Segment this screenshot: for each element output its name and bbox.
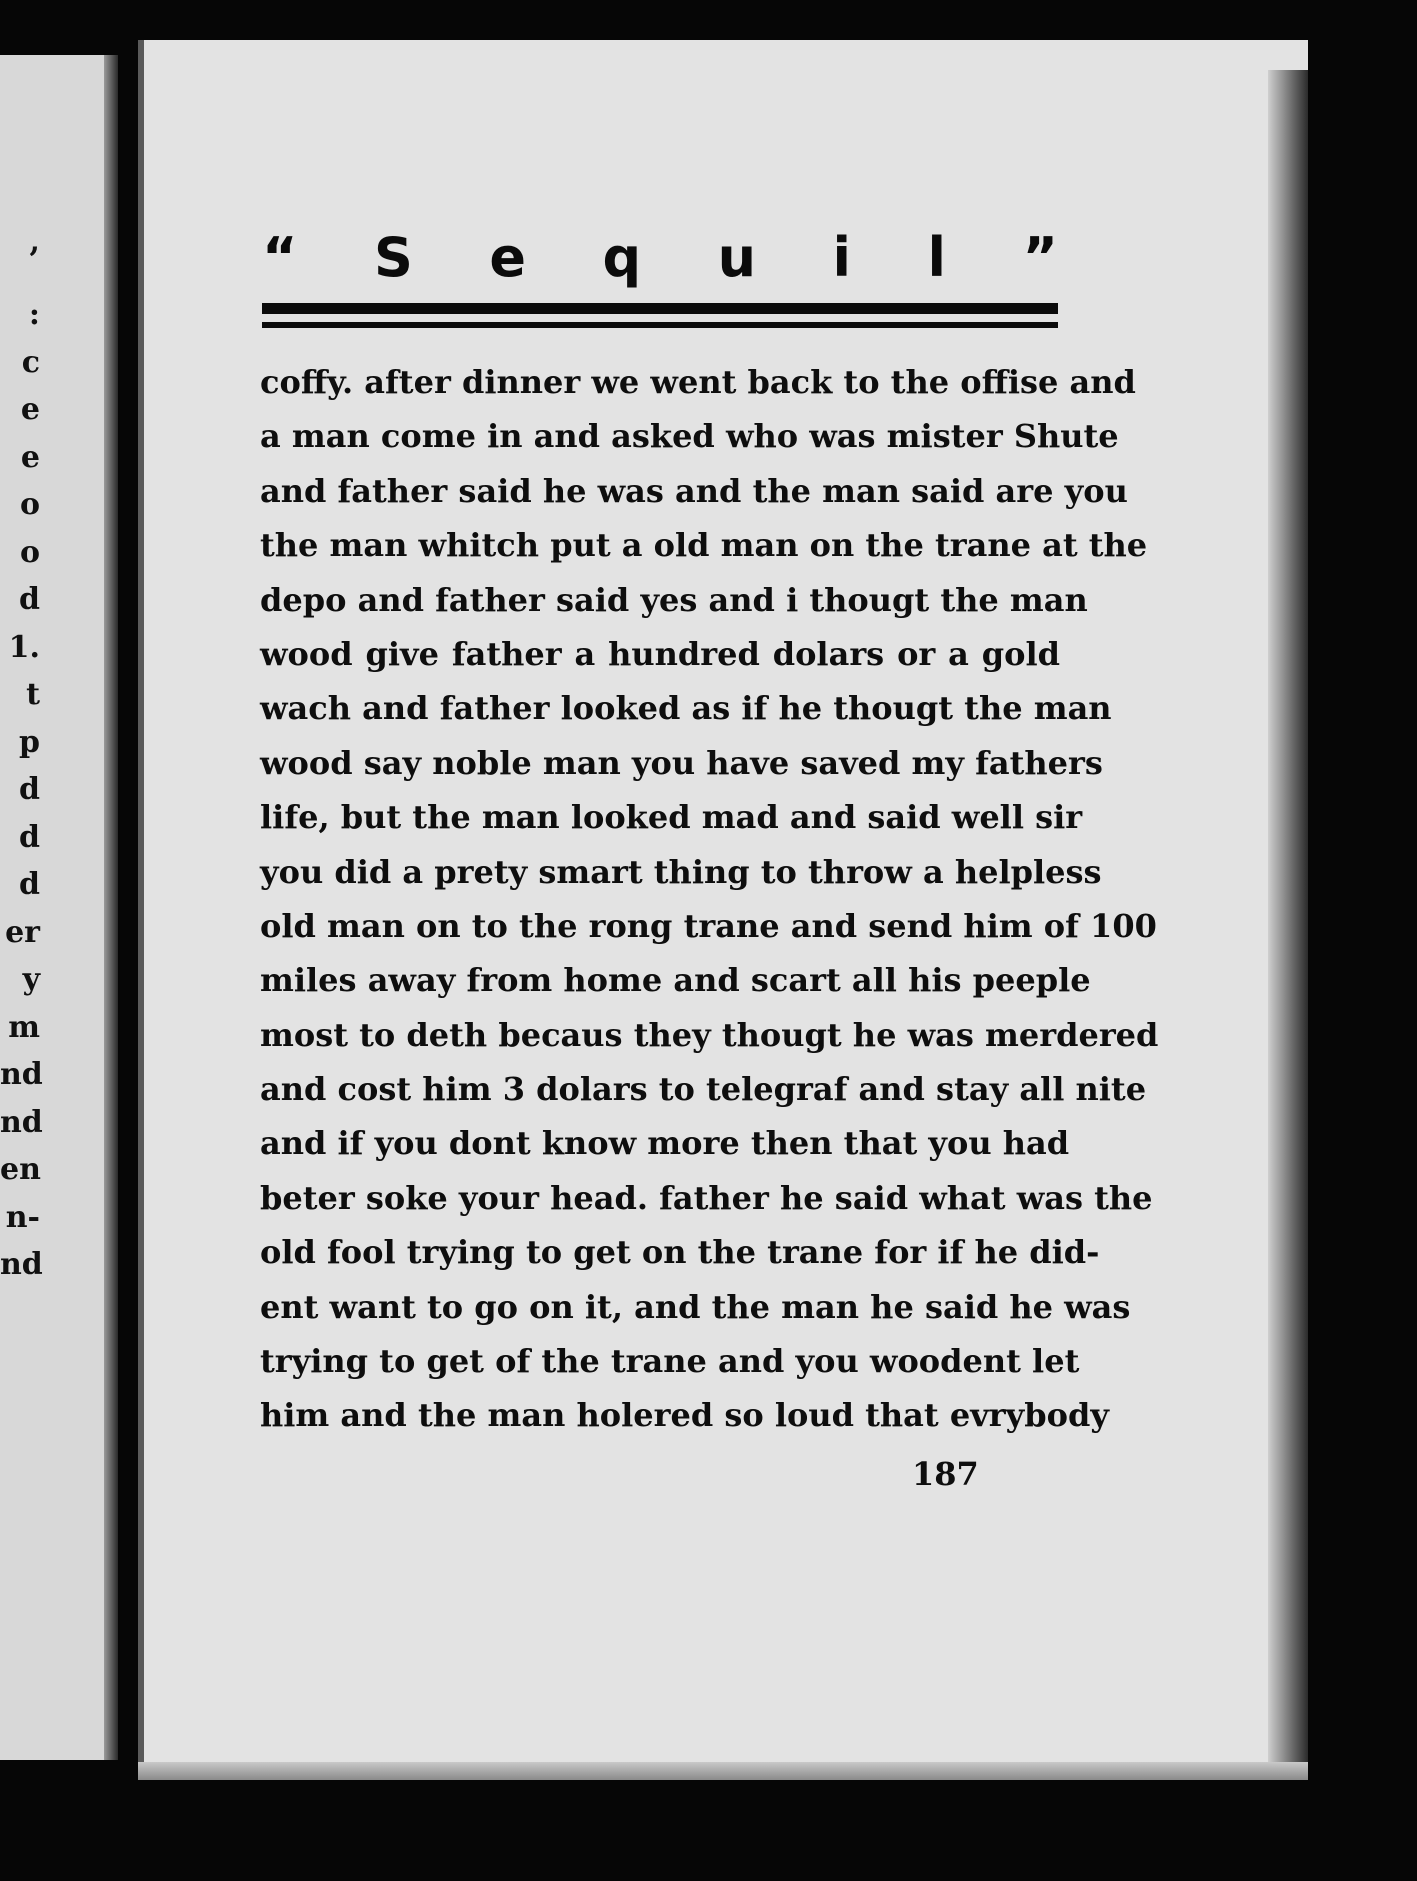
text-line: you did a prety smart thing to throw a helpless (260, 852, 1102, 891)
left-page-fragment: : (28, 297, 40, 332)
text-line: miles away from home and scart all his peeple (260, 961, 1091, 1000)
text-line: wood say noble man you have saved my fathers (260, 743, 1103, 782)
running-head-char: e (489, 225, 526, 289)
running-head (262, 222, 1058, 292)
text-line: him and the man holered so loud that evrybody (260, 1396, 1109, 1435)
left-page-fragment: n- (5, 1200, 40, 1235)
book-gutter (104, 55, 118, 1760)
left-page-fragment: m (8, 1010, 40, 1045)
left-page-fragment: d (19, 820, 40, 855)
text-line: wach and father looked as if he thougt the man (260, 689, 1112, 728)
left-page-fragment: d (19, 867, 40, 902)
left-page-fragment: o (19, 535, 40, 570)
text-line: a man come in and asked who was mister Shute (260, 417, 1119, 456)
running-head-char: “ (262, 225, 298, 289)
left-page-fragment: nd (0, 1105, 43, 1140)
text-line: most to deth becaus they thougt he was merdered (260, 1015, 1159, 1054)
text-line: life, but the man looked mad and said well sir (260, 798, 1083, 837)
body-text (260, 355, 1159, 1443)
left-page-fragment: y (22, 962, 40, 997)
left-page-fragment: c (21, 345, 40, 380)
text-line: wood give father a hundred dolars or a gold (260, 634, 1060, 673)
running-head-char: u (717, 225, 757, 289)
left-page-fragment: t (26, 677, 40, 712)
text-line: coffy. after dinner we went back to the offise and (260, 363, 1136, 401)
text-line: old fool trying to get on the trane for if he did- (260, 1233, 1100, 1272)
running-head-char: l (927, 225, 946, 289)
text-line: depo and father said yes and i thougt the man (260, 580, 1088, 619)
running-head-char: ” (1022, 225, 1058, 289)
header-rule-thin (262, 322, 1058, 328)
left-page-fragment: e (20, 440, 40, 475)
header-rule-thick (262, 303, 1058, 314)
text-line: and father said he was and the man said are you (260, 471, 1128, 510)
left-page-fragment: p (19, 725, 40, 760)
text-line: old man on to the rong trane and send him of 100 (260, 906, 1157, 945)
left-page-fragment: d (19, 582, 40, 617)
text-line: ent want to go on it, and the man he said he was (260, 1287, 1131, 1326)
page-inner-edge (138, 40, 144, 1780)
text-line: beter soke your head. father he said what was the (260, 1178, 1153, 1217)
text-line: and cost him 3 dolars to telegraf and stay all nite (260, 1070, 1147, 1109)
left-page-fragment: e (20, 392, 40, 427)
text-line: and if you dont know more then that you had (260, 1124, 1070, 1163)
left-page-fragment: o (19, 487, 40, 522)
left-page-fragment: nd (0, 1057, 43, 1092)
left-page-fragment: er (5, 915, 40, 950)
text-line: trying to get of the trane and you woodent let (260, 1342, 1080, 1381)
running-head-char: S (373, 225, 413, 289)
running-head-char: q (602, 225, 642, 289)
running-head-char: i (832, 225, 851, 289)
facing-page-fragment (0, 55, 118, 1760)
page-number: 187 (912, 1455, 979, 1493)
page-bottom-edge (138, 1762, 1308, 1780)
page-outer-edge (1268, 70, 1308, 1780)
left-page-fragment: en (0, 1152, 41, 1187)
text-line: the man whitch put a old man on the trane at the (260, 526, 1148, 565)
left-page-fragment: , (29, 224, 40, 259)
left-page-fragment: d (19, 772, 40, 807)
left-page-fragment: 1. (8, 630, 40, 665)
left-page-fragment: nd (0, 1247, 43, 1282)
